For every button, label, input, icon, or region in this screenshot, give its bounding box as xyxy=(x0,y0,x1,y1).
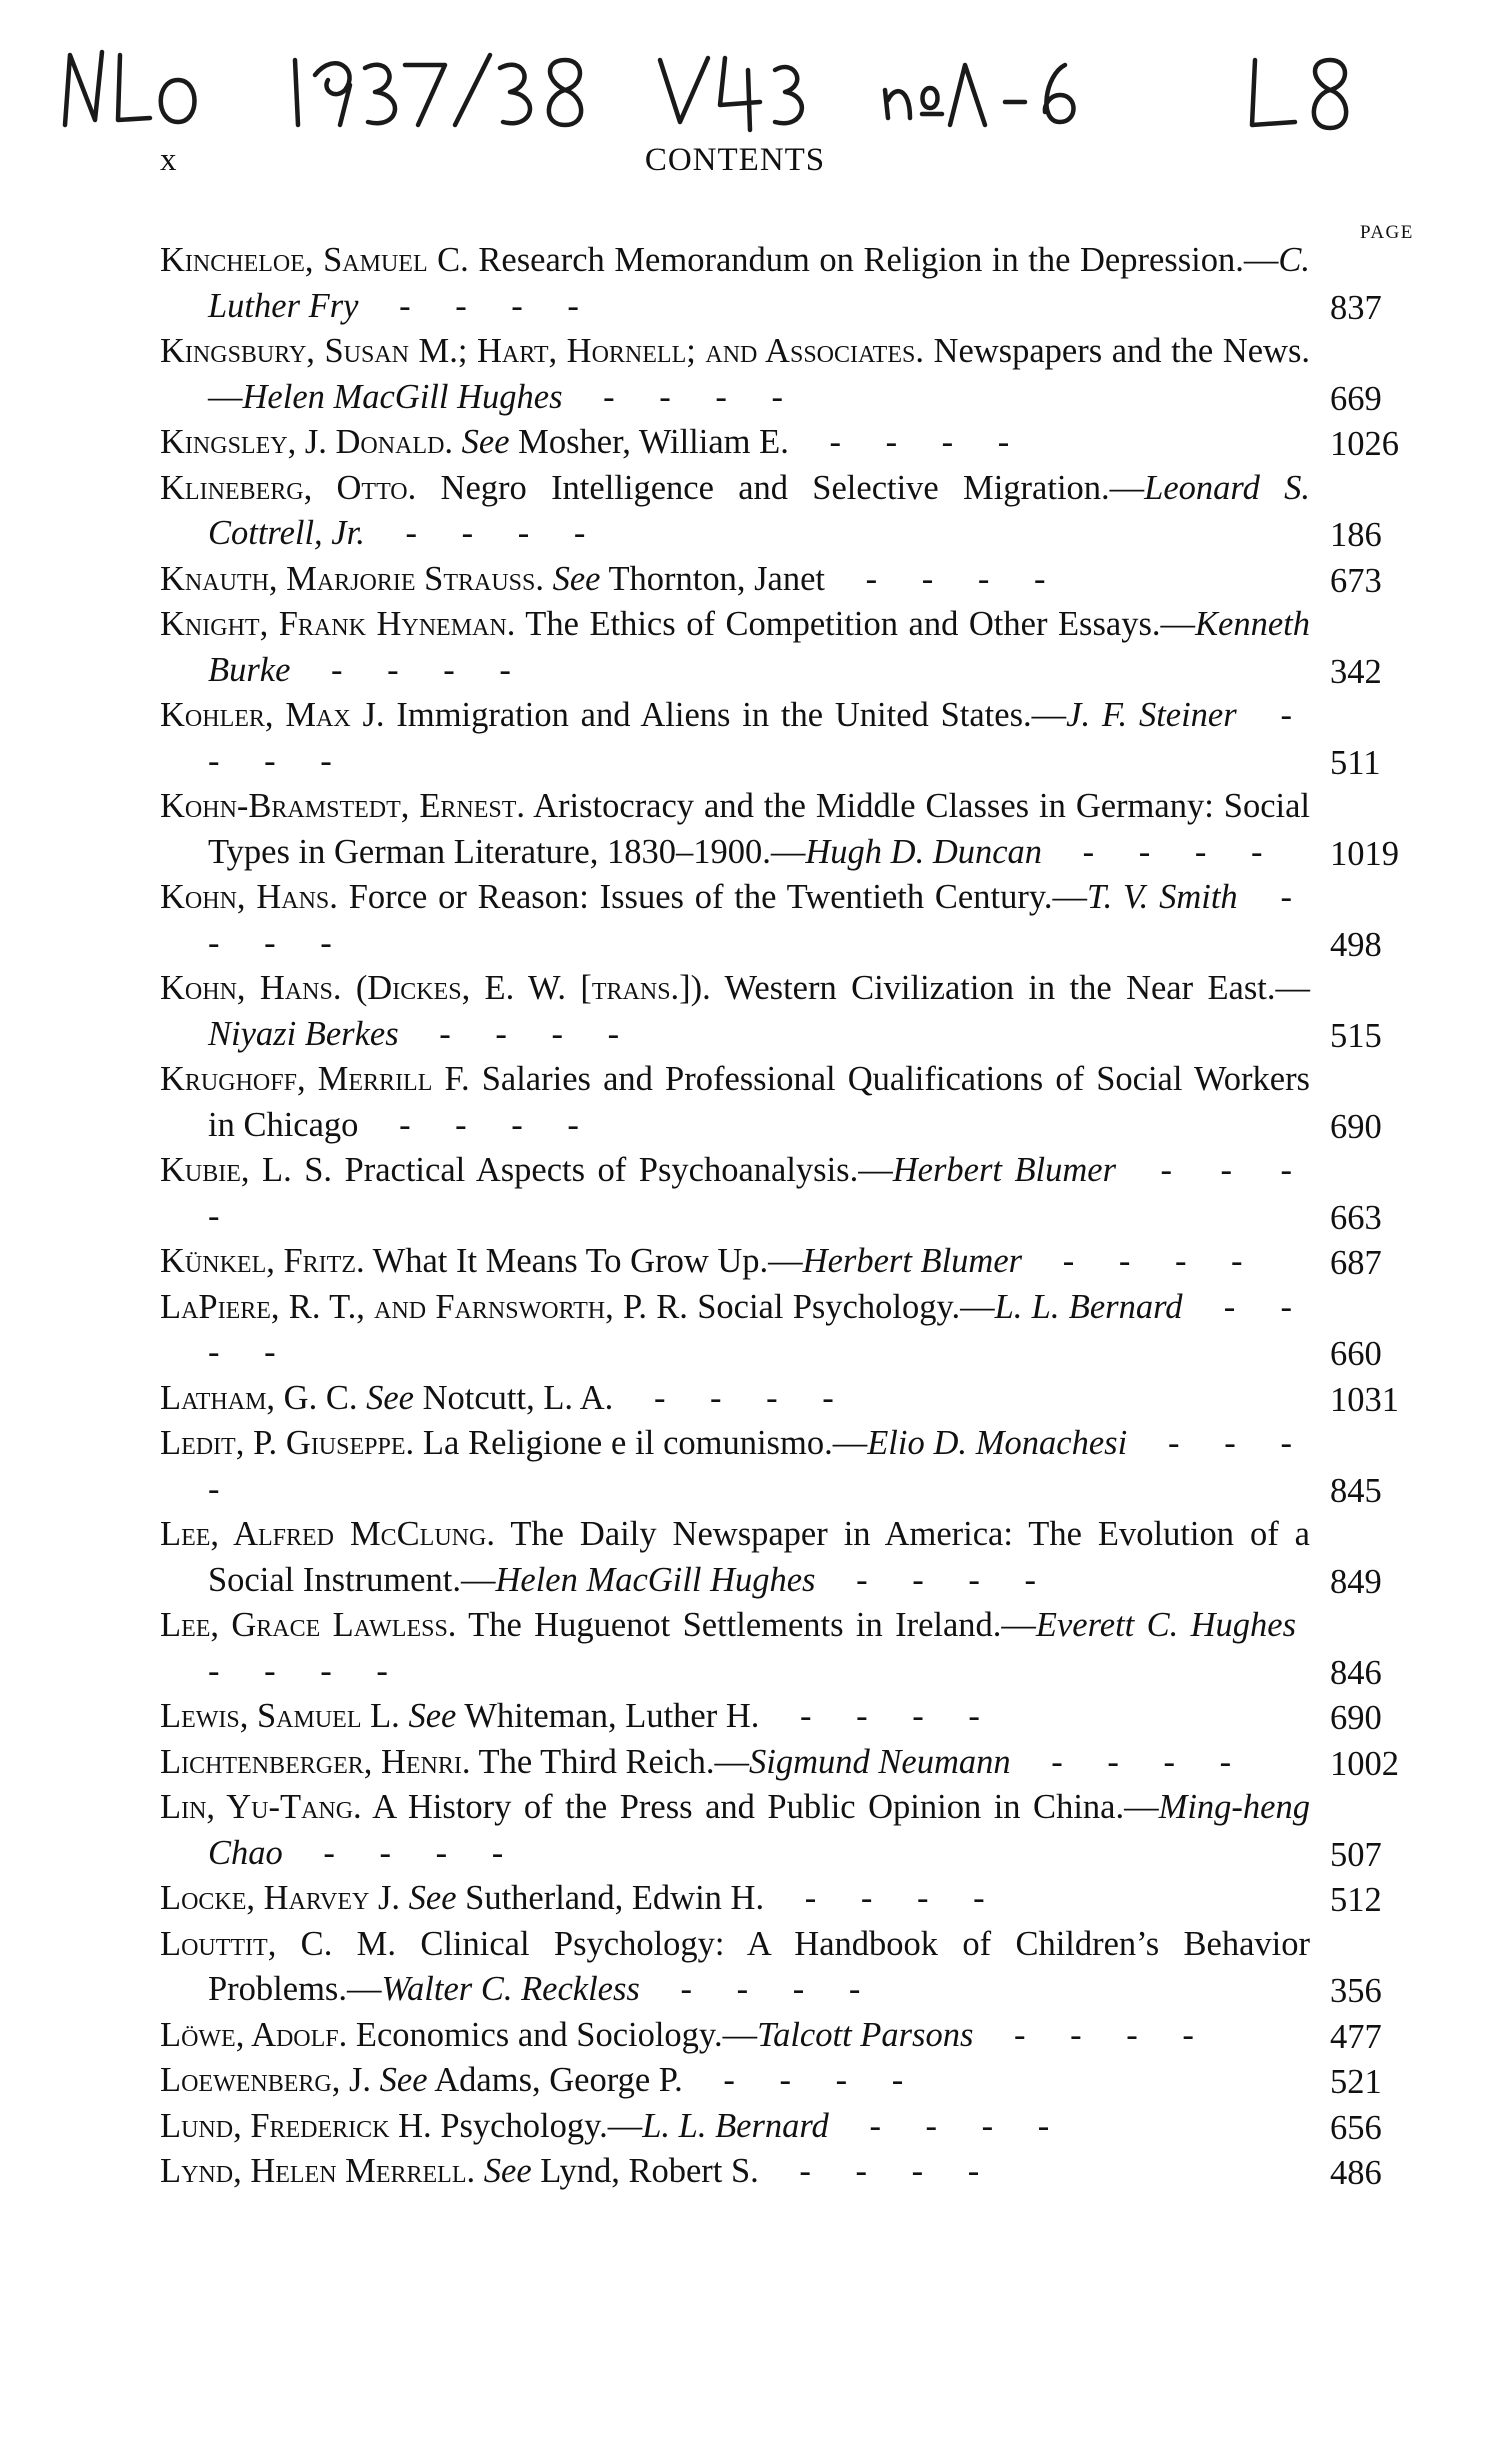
entry-reviewer: Hugh D. Duncan xyxy=(805,832,1043,871)
dot-leader: - - - - xyxy=(576,377,801,416)
entry-author: Krughoff, Merrill F. xyxy=(160,1060,470,1098)
contents-entry xyxy=(160,1922,1430,2013)
entry-title: What It Means To Grow Up.— xyxy=(364,1242,803,1280)
contents-entry xyxy=(160,784,1430,875)
entry-title: Salaries and Professional Qualifications of Social Workers in Chicago xyxy=(208,1060,1310,1144)
contents-entry xyxy=(160,420,1430,466)
entry-author: Knight, Frank Hyneman. xyxy=(160,605,516,643)
entry-page-number: 511 xyxy=(1330,743,1381,782)
entry-author: Löwe, Adolf. xyxy=(160,2015,348,2054)
entry-author: Kohn, Hans. xyxy=(160,878,338,916)
entry-page-number: 486 xyxy=(1330,2154,1382,2192)
entry-reviewer: Niyazi Berkes xyxy=(208,1014,399,1053)
entry-title: Immigration and Aliens in the United States.— xyxy=(384,696,1067,734)
contents-entry xyxy=(160,1603,1430,1694)
dot-leader: - - - - xyxy=(829,1560,1054,1599)
entry-page-number: 186 xyxy=(1330,516,1382,554)
entry-reviewer: L. L. Bernard xyxy=(994,1287,1183,1326)
entry-page-number: 656 xyxy=(1330,2108,1382,2147)
contents-entry xyxy=(160,875,1430,966)
entry-author: Latham, G. C. xyxy=(160,1378,358,1417)
contents-entry xyxy=(160,2149,1430,2195)
dot-leader: - - - - xyxy=(773,1697,998,1735)
entry-reviewer: Helen MacGill Hughes xyxy=(242,377,563,416)
entry-title: Lynd, Robert S. xyxy=(531,2152,759,2190)
entry-title: The Huguenot Settlements in Ireland.— xyxy=(456,1606,1036,1644)
entry-page-number: 845 xyxy=(1330,1471,1382,1510)
entry-see-reference: See xyxy=(399,1697,457,1735)
entry-page-number: 690 xyxy=(1330,1699,1382,1737)
dot-leader: - - - - xyxy=(696,2061,922,2099)
entry-author: Ledit, P. Giuseppe. xyxy=(160,1424,415,1462)
entry-page-number: 673 xyxy=(1330,561,1382,600)
entry-title: Notcutt, L. A. xyxy=(413,1378,614,1417)
dot-leader: - - - - xyxy=(208,1651,406,1690)
dot-leader: - - - - xyxy=(842,2106,1068,2145)
entry-title: Economics and Sociology.— xyxy=(347,2015,758,2054)
entry-author: Lin, Yu-Tang. xyxy=(160,1788,362,1826)
dot-leader: - - - - xyxy=(802,423,1028,461)
dot-leader: - - - - xyxy=(1024,1742,1250,1781)
dot-leader: - - - - xyxy=(378,514,604,552)
entry-page-number: 846 xyxy=(1330,1653,1382,1692)
contents-entry xyxy=(160,966,1430,1057)
entry-title: Adams, George P. xyxy=(427,2061,683,2099)
entry-page-number: 660 xyxy=(1330,1335,1382,1373)
entry-author: Lund, Frederick H. xyxy=(160,2106,432,2145)
contents-entry xyxy=(160,602,1430,693)
entry-reviewer: Ming-heng Chao xyxy=(208,1788,1310,1872)
contents-entry xyxy=(160,2058,1430,2104)
entry-author: Kohler, Max J. xyxy=(160,696,385,734)
entry-title: Negro Intelligence and Selective Migration.— xyxy=(416,468,1145,507)
entry-author: Kubie, L. S. xyxy=(160,1151,333,1189)
contents-entry xyxy=(160,329,1430,420)
entry-title: Newspapers and the News.— xyxy=(208,332,1310,416)
entry-see-reference: See xyxy=(453,423,510,461)
contents-entry xyxy=(160,1876,1430,1922)
page-folio: x xyxy=(160,142,178,178)
entry-author: Kincheloe, Samuel C. xyxy=(160,241,469,279)
entry-title: Mosher, William E. xyxy=(509,423,789,461)
entry-title: Aristocracy and the Middle Classes in Germany: Social Types in German Literature, 1830–1900.— xyxy=(208,787,1310,871)
handwritten-call-number xyxy=(60,30,1460,140)
contents-entry xyxy=(160,1376,1430,1422)
contents-entry xyxy=(160,1285,1430,1376)
entry-author: Lee, Alfred McClung. xyxy=(160,1515,495,1553)
entry-author: Louttit, C. M. xyxy=(160,1924,396,1963)
entry-author: Kohn-Bramstedt, Ernest. xyxy=(160,787,526,825)
contents-entry xyxy=(160,693,1430,784)
contents-entry xyxy=(160,1740,1430,1786)
contents-entry xyxy=(160,1785,1430,1876)
entry-author: Lynd, Helen Merrell. xyxy=(160,2152,476,2190)
dot-leader: - - - - xyxy=(772,2152,998,2190)
entry-author: Kingsley, J. Donald. xyxy=(160,423,454,461)
entry-author: Loewenberg, J. xyxy=(160,2061,372,2099)
page-column-label: PAGE xyxy=(1360,222,1414,243)
dot-leader: - - - - xyxy=(208,1151,1311,1235)
entry-page-number: 1002 xyxy=(1330,1744,1399,1783)
entry-author: Klineberg, Otto. xyxy=(160,468,417,507)
entry-title: Social Psychology.— xyxy=(687,1287,995,1326)
entry-author: Locke, Harvey J. xyxy=(160,1879,400,1917)
entry-see-reference: See xyxy=(371,2061,428,2099)
entry-page-number: 512 xyxy=(1330,1881,1382,1919)
entry-author: Künkel, Fritz. xyxy=(160,1242,365,1280)
entry-author: Lichtenberger, Henri. xyxy=(160,1742,471,1781)
entry-title: The Third Reich.— xyxy=(470,1742,750,1781)
running-head-title: CONTENTS xyxy=(644,142,826,178)
dot-leader: - - - - xyxy=(839,559,1064,598)
entry-reviewer: Everett C. Hughes xyxy=(1035,1606,1296,1644)
contents-entry xyxy=(160,1421,1430,1512)
dot-leader: - - - - xyxy=(653,1970,879,2008)
contents-list xyxy=(160,238,1430,2195)
entry-reviewer: Herbert Blumer xyxy=(802,1242,1023,1280)
entry-page-number: 849 xyxy=(1330,1562,1382,1601)
dot-leader: - - - - xyxy=(1056,832,1281,871)
contents-entry xyxy=(160,1512,1430,1603)
entry-reviewer: Walter C. Reckless xyxy=(381,1970,640,2008)
contents-entry xyxy=(160,1694,1430,1740)
dot-leader: - - - - xyxy=(372,1105,597,1144)
entry-page-number: 1019 xyxy=(1330,834,1399,873)
dot-leader: - - - - xyxy=(304,650,529,689)
entry-page-number: 342 xyxy=(1330,652,1382,691)
contents-entry xyxy=(160,466,1430,557)
entry-page-number: 356 xyxy=(1330,1972,1382,2010)
entry-page-number: 1026 xyxy=(1330,425,1399,463)
entry-reviewer: L. L. Bernard xyxy=(642,2106,829,2145)
contents-entry xyxy=(160,238,1430,329)
entry-title: The Daily Newspaper in America: The Evolution of a Social Instrument.— xyxy=(208,1515,1310,1599)
dot-leader: - - - - xyxy=(627,1378,852,1417)
entry-page-number: 837 xyxy=(1330,288,1382,327)
dot-leader: - - - - xyxy=(372,286,597,325)
entry-page-number: 690 xyxy=(1330,1107,1382,1146)
contents-entry xyxy=(160,1148,1430,1239)
entry-title: Research Memorandum on Religion in the Depression.— xyxy=(468,241,1279,279)
entry-title: Psychology.— xyxy=(431,2106,643,2145)
entry-reviewer: Kenneth Burke xyxy=(208,605,1311,689)
entry-author: Lewis, Samuel L. xyxy=(160,1697,400,1735)
entry-reviewer: T. V. Smith xyxy=(1086,878,1238,916)
entry-title: A History of the Press and Public Opinion in China.— xyxy=(361,1788,1159,1826)
entry-author: Kingsbury, Susan M.; Hart, Hornell; and Associates. xyxy=(160,332,924,370)
entry-reviewer: Leonard S. Cottrell, Jr. xyxy=(208,468,1310,552)
entry-page-number: 687 xyxy=(1330,1244,1382,1282)
dot-leader: - - - - xyxy=(987,2015,1212,2054)
entry-title: Clinical Psychology: A Handbook of Children’s Behavior Problems.— xyxy=(208,1924,1310,2008)
entry-title: Whiteman, Luther H. xyxy=(456,1697,760,1735)
contents-entry xyxy=(160,557,1430,603)
entry-see-reference: See xyxy=(475,2152,532,2190)
entry-title: La Religione e il comunismo.— xyxy=(414,1424,868,1462)
entry-title: The Ethics of Competition and Other Essays.— xyxy=(515,605,1196,643)
contents-entry xyxy=(160,1057,1430,1148)
entry-page-number: 498 xyxy=(1330,925,1382,964)
entry-page-number: 1031 xyxy=(1330,1380,1399,1419)
entry-page-number: 507 xyxy=(1330,1835,1382,1874)
dot-leader: - - - - xyxy=(778,1879,1003,1917)
entry-see-reference: See xyxy=(543,559,601,598)
entry-reviewer: Helen MacGill Hughes xyxy=(495,1560,816,1599)
dot-leader: - - - - xyxy=(208,1287,1310,1371)
entry-title: Sutherland, Edwin H. xyxy=(456,1879,765,1917)
entry-title: Force or Reason: Issues of the Twentieth Century.— xyxy=(337,878,1087,916)
entry-page-number: 515 xyxy=(1330,1016,1382,1055)
dot-leader: - - - - xyxy=(208,878,1310,962)
running-head xyxy=(160,142,1310,192)
entry-author: LaPiere, R. T., and Farnsworth, P. R. xyxy=(160,1287,688,1326)
entry-author: Lee, Grace Lawless. xyxy=(160,1606,457,1644)
entry-reviewer: J. F. Steiner xyxy=(1066,696,1237,734)
dot-leader: - - - - xyxy=(296,1833,522,1872)
entry-see-reference: See xyxy=(357,1378,414,1417)
entry-reviewer: Sigmund Neumann xyxy=(749,1742,1011,1781)
entry-reviewer: Talcott Parsons xyxy=(757,2015,974,2054)
entry-page-number: 663 xyxy=(1330,1198,1382,1237)
dot-leader: - - - - xyxy=(208,696,1310,780)
entry-reviewer: Elio D. Monachesi xyxy=(867,1424,1128,1462)
entry-page-number: 477 xyxy=(1330,2017,1382,2056)
entry-author: Knauth, Marjorie Strauss. xyxy=(160,559,544,598)
contents-entry xyxy=(160,2013,1430,2059)
entry-title: Thornton, Janet xyxy=(600,559,826,598)
entry-reviewer: Herbert Blumer xyxy=(892,1151,1117,1189)
entry-title: Western Civilization in the Near East.— xyxy=(710,969,1310,1007)
contents-entry xyxy=(160,2104,1430,2150)
dot-leader: - - - - xyxy=(412,1014,638,1053)
entry-reviewer: C. Luther Fry xyxy=(208,241,1310,325)
entry-title: Practical Aspects of Psychoanalysis.— xyxy=(332,1151,893,1189)
dot-leader: - - - - xyxy=(208,1424,1311,1508)
dot-leader: - - - - xyxy=(1036,1242,1261,1280)
entry-page-number: 521 xyxy=(1330,2063,1382,2101)
entry-page-number: 669 xyxy=(1330,379,1382,418)
entry-see-reference: See xyxy=(400,1879,457,1917)
contents-entry xyxy=(160,1239,1430,1285)
entry-author: Kohn, Hans. (Dickes, E. W. [trans.]). xyxy=(160,969,711,1007)
